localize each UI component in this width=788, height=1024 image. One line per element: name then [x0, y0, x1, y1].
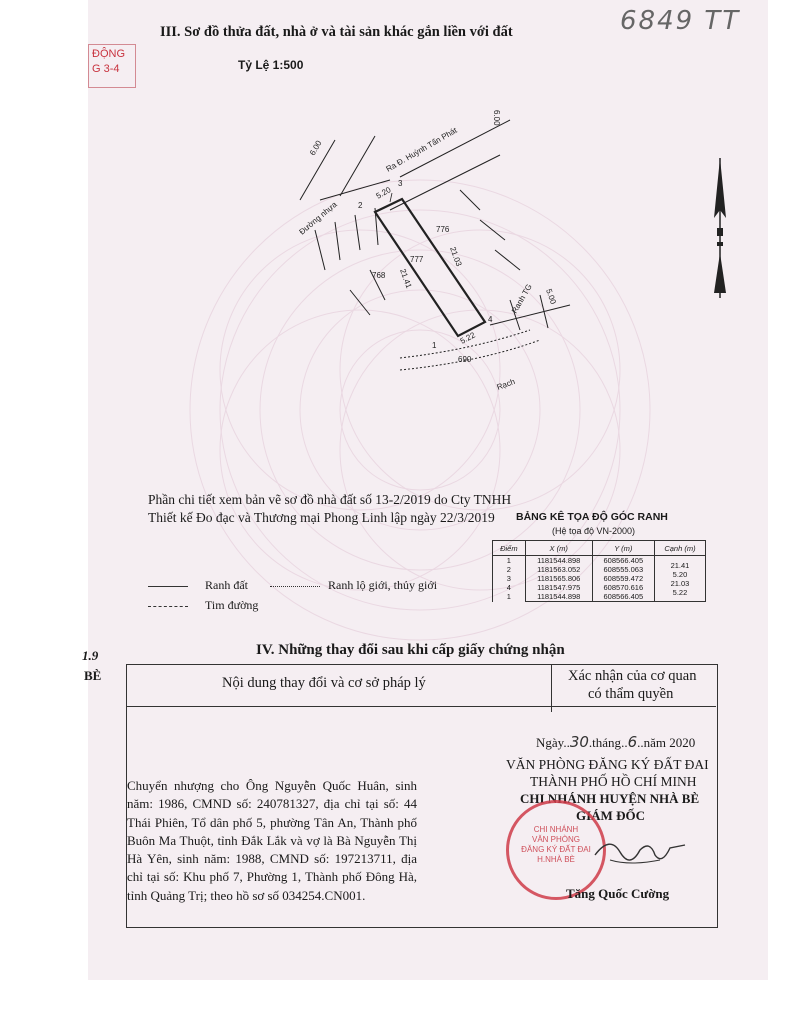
coord-x: 1181565.806	[537, 574, 581, 583]
legend-boundary-label: Ranh đất	[205, 578, 248, 592]
left-margin-top: 1.9	[82, 648, 99, 663]
point-4: 4	[488, 315, 493, 324]
boundary-width: 5.00	[544, 287, 558, 306]
date-month: 6	[627, 733, 638, 751]
seal-text-line1: CHI NHÁNH	[533, 825, 579, 834]
road-width-top: 6.00	[307, 139, 324, 157]
north-arrow-icon	[708, 158, 732, 298]
table-row	[493, 556, 706, 602]
scale-label: Tỷ Lệ 1:500	[238, 58, 304, 72]
handwritten-file-number: 6849 TT	[620, 6, 741, 36]
legend-row-label: Ranh lộ giới, thủy giới	[328, 578, 438, 592]
signer-name: Tăng Quốc Cường	[566, 886, 670, 901]
seal-text-line3: ĐĂNG KÝ ĐẤT ĐAI	[521, 845, 591, 854]
changes-col2-header-line1: Xác nhận của cơ quan	[568, 668, 697, 684]
edge-bottom-length: 5.22	[458, 330, 477, 346]
edge-top-length: 5.20	[374, 185, 393, 201]
parcel-768: 768	[372, 271, 386, 280]
coord-x: 1181547.975	[537, 583, 581, 592]
coord-x: 1181544.898	[537, 556, 581, 565]
legend-centerline-line	[148, 606, 188, 607]
boundary-label: Ranh TG	[509, 282, 534, 315]
exit-label: Ra Đ. Huỳnh Tấn Phát	[384, 125, 459, 174]
changes-column-divider	[551, 664, 552, 712]
coord-edge: 5.20	[672, 569, 688, 579]
coordinate-table	[492, 540, 706, 602]
seal-text-line2: VĂN PHÒNG	[531, 835, 580, 844]
edge-right-length: 21.03	[448, 245, 464, 268]
left-margin-bottom: BÈ	[84, 668, 102, 683]
transfer-text: Chuyển nhượng cho Ông Nguyễn Quốc Huân, sinh năm: 1986, CMND số: 240781327, địa chỉ tại số: 44 Thái Phiên, Tổ dân phố 5, phường Tân An, Thành phố Buôn Ma Thuột, tỉnh Đắk Lắk và vợ là Bà Nguyễn Thị Hà Yên, sinh năm: 1988, CMND số: 197213711, địa chỉ tại số: Khu phố 7, Phường 1, Thành phố Đông Hà, tỉnh Quảng Trị; theo hồ sơ số 034254.CN001.	[127, 778, 417, 903]
coord-y: 608555.063	[603, 565, 644, 574]
confirmation-date: Ngày..30.tháng..6..năm 2020	[536, 733, 696, 751]
legend-row-line	[270, 586, 320, 587]
coord-header-edge: Cạnh (m)	[654, 541, 705, 556]
parcel-690: 690	[458, 355, 472, 364]
coord-table-title: BẢNG KÊ TỌA ĐỘ GÓC RANH	[516, 511, 668, 523]
coord-y: 608566.405	[603, 556, 644, 565]
coord-y: 608566.405	[603, 592, 644, 601]
coord-y: 608559.472	[603, 574, 644, 583]
office-line1: VĂN PHÒNG ĐĂNG KÝ ĐẤT ĐAI	[506, 757, 709, 772]
transfer-content	[127, 777, 417, 905]
land-plot-diagram	[280, 100, 600, 400]
changes-header-divider	[126, 706, 716, 707]
coord-point: 3	[506, 574, 511, 584]
coord-point: 4	[506, 583, 511, 593]
margin-stamp	[88, 44, 136, 88]
date-year: năm 2020	[643, 735, 696, 750]
office-role: GIÁM ĐỐC	[576, 808, 645, 823]
margin-stamp-line1: ĐỘNG	[92, 48, 125, 60]
coord-edge: 21.03	[670, 578, 690, 588]
detail-note-line2: Thiết kế Đo đạc và Thương mại Phong Linh lập ngày 22/3/2019	[148, 510, 495, 525]
office-line3: CHI NHÁNH HUYỆN NHÀ BÈ	[520, 791, 700, 806]
coord-edge: 5.22	[672, 587, 688, 597]
point-2: 2	[358, 201, 363, 210]
detail-note-line1: Phần chi tiết xem bản vẽ sơ đồ nhà đất số 13-2/2019 do Cty TNHH	[148, 492, 512, 507]
point-3: 3	[398, 179, 403, 188]
coord-point: 1	[506, 592, 511, 602]
edge-left-length: 21.41	[398, 267, 414, 290]
parcel-776: 776	[436, 225, 450, 234]
seal-text-line4: H.NHÀ BÈ	[537, 855, 575, 864]
coord-header-y: Y (m)	[592, 541, 654, 556]
coord-x: 1181544.898	[537, 592, 581, 601]
coord-header-point: Điểm	[493, 541, 526, 556]
coord-point: 2	[506, 565, 511, 575]
changes-col2-header-line2: có thẩm quyền	[588, 686, 674, 702]
date-prefix: Ngày	[536, 735, 564, 750]
road-label: Đường nhựa	[297, 199, 339, 237]
road-width-right: 6.00	[492, 110, 501, 126]
section-iii-title: III. Sơ đồ thửa đất, nhà ở và tài sản khác gắn liền với đất	[160, 24, 513, 40]
legend-centerline-label: Tim đường	[205, 598, 259, 612]
coord-edge: 21.41	[670, 560, 690, 570]
coord-x: 1181563.052	[537, 565, 581, 574]
parcel-777: 777	[410, 255, 424, 264]
canal-label: Rạch	[495, 377, 517, 392]
coord-table-subtitle: (Hệ tọa độ VN-2000)	[552, 526, 636, 536]
signature-icon	[590, 830, 690, 870]
coord-y: 608570.616	[603, 583, 644, 592]
coord-header-x: X (m)	[525, 541, 592, 556]
margin-stamp-line2: G 3-4	[92, 63, 120, 75]
office-line2: THÀNH PHỐ HỒ CHÍ MINH	[530, 774, 697, 789]
date-month-label: tháng	[592, 735, 622, 750]
coord-point: 1	[506, 556, 511, 566]
legend-boundary-line	[148, 586, 188, 587]
date-day: 30	[569, 733, 589, 751]
point-1: 1	[432, 341, 437, 350]
section-iv-title: IV. Những thay đổi sau khi cấp giấy chứng nhận	[256, 642, 565, 658]
changes-col1-header: Nội dung thay đổi và cơ sở pháp lý	[222, 675, 426, 691]
